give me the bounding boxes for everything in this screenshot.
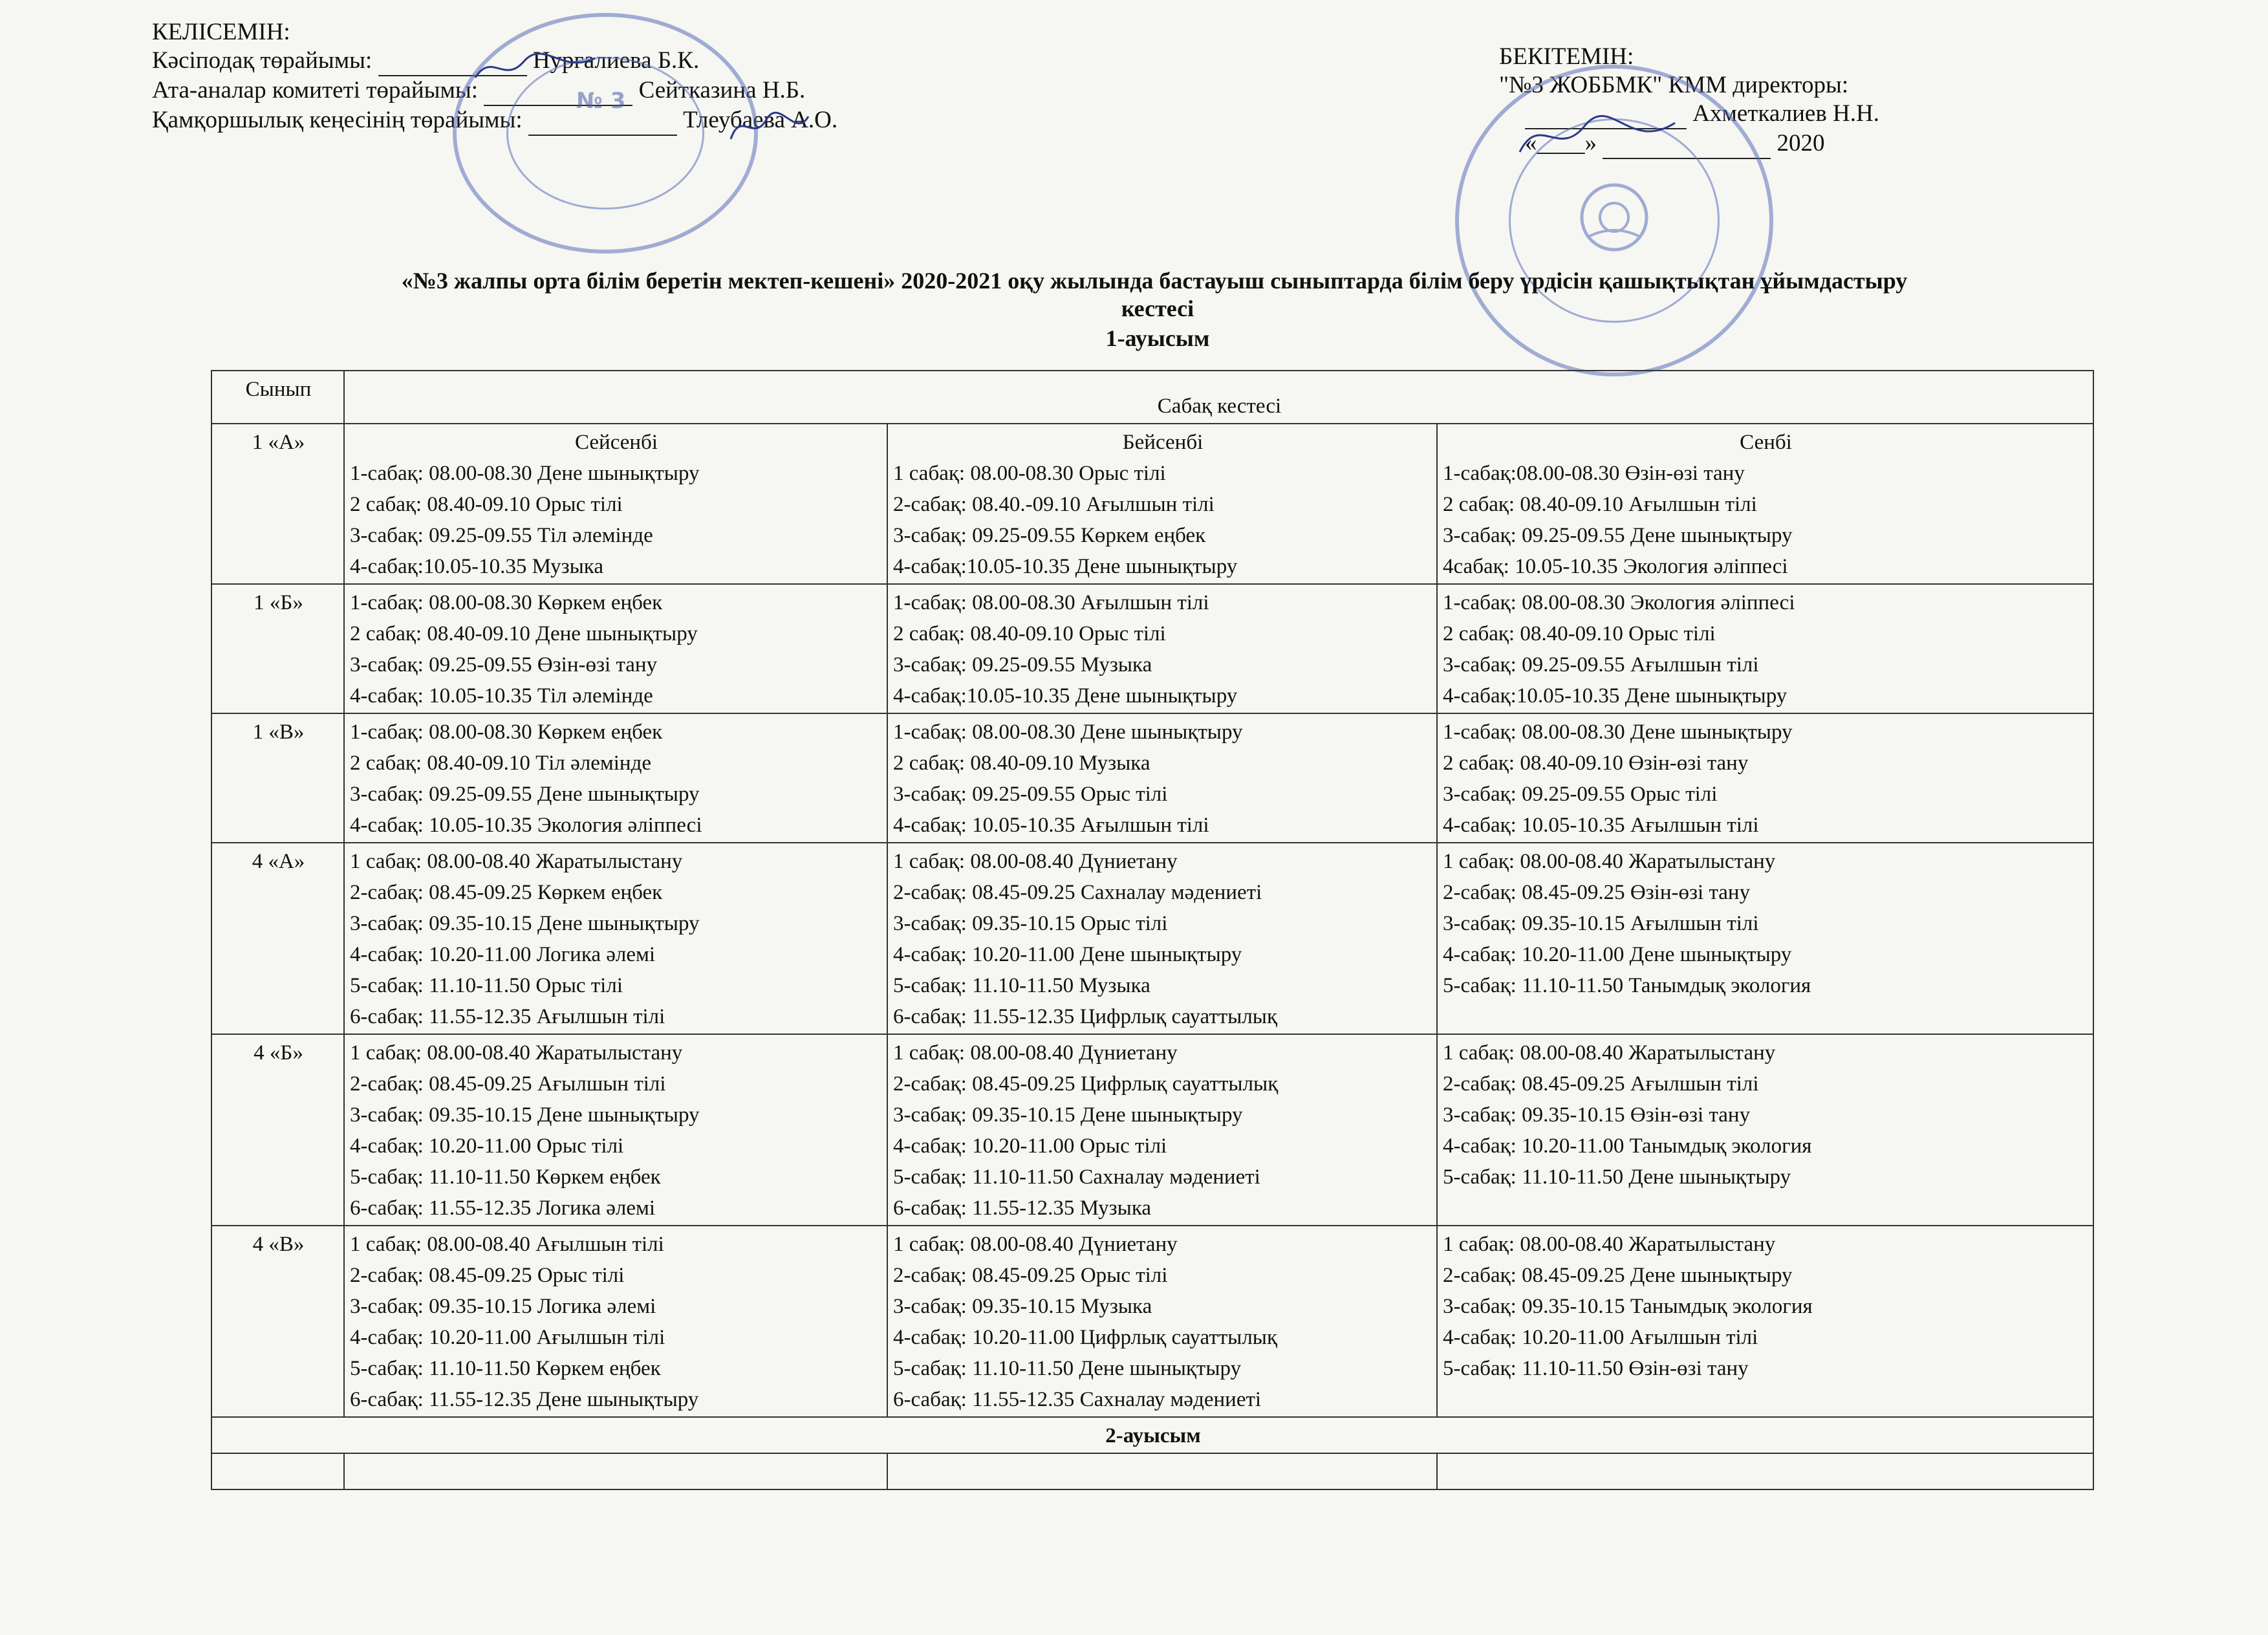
- lesson-entry: 1 сабақ: 08.00-08.40 Жаратылыстану: [350, 850, 683, 873]
- class-cell: 1 «А»: [211, 424, 344, 584]
- lesson-entry: 2 сабақ: 08.40-09.10 Тіл әлемінде: [350, 752, 652, 775]
- approval-left-heading: КЕЛІСЕМІН:: [152, 19, 290, 45]
- shift-2-label: 2-ауысым: [211, 1417, 2093, 1453]
- signature-scribble-1: [472, 49, 601, 87]
- lesson-entry: 3-сабақ: 09.35-10.15 Дене шынықтыру: [893, 1103, 1243, 1127]
- empty-cell: [1437, 1453, 2093, 1489]
- table-row: [211, 584, 2093, 713]
- day-cell: [344, 713, 887, 843]
- lesson-entry: 6-сабақ: 11.55-12.35 Сахналау мәдениеті: [893, 1388, 1262, 1411]
- lesson-entry: 2 сабақ: 08.40-09.10 Дене шынықтыру: [350, 622, 698, 645]
- lesson-entry: 3-сабақ: 09.25-09.55 Тіл әлемінде: [350, 524, 653, 547]
- lesson-entry: 1-сабақ: 08.00-08.30 Дене шынықтыру: [893, 720, 1243, 744]
- lesson-entry: 5-сабақ: 11.10-11.50 Көркем еңбек: [350, 1357, 661, 1380]
- lesson-entry: 5-сабақ: 11.10-11.50 Танымдық экология: [1443, 974, 1811, 997]
- table-row: [211, 843, 2093, 1034]
- shift-2-row: [211, 1417, 2093, 1453]
- lesson-entry: 2 сабақ: 08.40-09.10 Өзін-өзі тану: [1443, 752, 1749, 775]
- class-cell: 4 «В»: [211, 1226, 344, 1417]
- lesson-entry: 5-сабақ: 11.10-11.50 Орыс тілі: [350, 974, 623, 997]
- lesson-entry: 2 сабақ: 08.40-09.10 Орыс тілі: [893, 622, 1166, 645]
- lesson-entry: 5-сабақ: 11.10-11.50 Дене шынықтыру: [1443, 1165, 1791, 1189]
- class-cell: 4 «Б»: [211, 1034, 344, 1226]
- lesson-entry: 3-сабақ: 09.25-09.55 Дене шынықтыру: [350, 783, 700, 806]
- lesson-entry: 5-сабақ: 11.10-11.50 Сахналау мәдениеті: [893, 1165, 1260, 1189]
- lesson-entry: 5-сабақ: 11.10-11.50 Өзін-өзі тану: [1443, 1357, 1749, 1380]
- lesson-entry: 4-сабақ:10.05-10.35 Музыка: [350, 555, 603, 578]
- lesson-entry: 5-сабақ: 11.10-11.50 Көркем еңбек: [350, 1165, 661, 1189]
- lesson-entry: 2-сабақ: 08.40.-09.10 Ағылшын тілі: [893, 493, 1215, 516]
- class-cell: 4 «А»: [211, 843, 344, 1034]
- lesson-entry: 4-сабақ: 10.20-11.00 Танымдық экология: [1443, 1134, 1812, 1158]
- day-cell: [1437, 424, 2093, 584]
- lesson-entry: 2-сабақ: 08.45-09.25 Өзін-өзі тану: [1443, 881, 1751, 904]
- lesson-entry: 3-сабақ: 09.35-10.15 Ағылшын тілі: [1443, 912, 1759, 935]
- lesson-entry: 1-сабақ: 08.00-08.30 Экология әліппесі: [1443, 591, 1795, 614]
- lesson-entry: 2 сабақ: 08.40-09.10 Орыс тілі: [1443, 622, 1716, 645]
- lesson-entry: 1-сабақ:08.00-08.30 Өзін-өзі тану: [1443, 462, 1745, 485]
- approval-right-name: Ахметкалиев Н.Н.: [1692, 100, 1879, 127]
- lesson-entry: 1-сабақ: 08.00-08.30 Көркем еңбек: [350, 591, 663, 614]
- emblem-icon: [1575, 179, 1653, 256]
- lesson-entry: 1 сабақ: 08.00-08.40 Жаратылыстану: [1443, 850, 1776, 873]
- day-cell: [1437, 1226, 2093, 1417]
- table-row: [211, 424, 2093, 584]
- lesson-entry: 4-сабақ: 10.05-10.35 Тіл әлемінде: [350, 684, 653, 708]
- lesson-entry: 3-сабақ: 09.35-10.15 Өзін-өзі тану: [1443, 1103, 1751, 1127]
- approval-name: Сейтказина Н.Б.: [638, 77, 806, 103]
- lesson-entry: 6-сабақ: 11.55-12.35 Ағылшын тілі: [350, 1005, 665, 1028]
- day-cell: [344, 1034, 887, 1226]
- approval-name: Тлеубаева А.О.: [683, 107, 838, 133]
- day-cell: [1437, 713, 2093, 843]
- lesson-entry: 3-сабақ: 09.35-10.15 Музыка: [893, 1295, 1152, 1318]
- day-name: Сейсенбі: [574, 431, 658, 454]
- lesson-entry: 4-сабақ: 10.20-11.00 Орыс тілі: [350, 1134, 624, 1158]
- lesson-entry: 1 сабақ: 08.00-08.40 Дүниетану: [893, 1041, 1178, 1065]
- approval-right-org: "№3 ЖОББМК" КММ директоры:: [1499, 72, 1849, 98]
- lesson-entry: 6-сабақ: 11.55-12.35 Цифрлық сауаттылық: [893, 1005, 1278, 1028]
- table-row: [211, 1226, 2093, 1417]
- lesson-entry: 2-сабақ: 08.45-09.25 Орыс тілі: [350, 1264, 625, 1287]
- lesson-entry: 6-сабақ: 11.55-12.35 Логика әлемі: [350, 1196, 656, 1220]
- document-title-cont: кестесі: [1121, 296, 1194, 321]
- lesson-entry: 2-сабақ: 08.45-09.25 Көркем еңбек: [350, 881, 663, 904]
- day-cell: [887, 843, 1437, 1034]
- lesson-entry: 3-сабақ: 09.25-09.55 Ағылшын тілі: [1443, 653, 1759, 677]
- lesson-entry: 2 сабақ: 08.40-09.10 Музыка: [893, 752, 1150, 775]
- day-cell: [887, 1226, 1437, 1417]
- day-cell: [344, 424, 887, 584]
- day-name: Бейсенбі: [1122, 431, 1204, 454]
- lesson-entry: 5-сабақ: 11.10-11.50 Дене шынықтыру: [893, 1357, 1242, 1380]
- lesson-entry: 2 сабақ: 08.40-09.10 Орыс тілі: [350, 493, 623, 516]
- table-row: [211, 1034, 2093, 1226]
- lesson-entry: 4-сабақ: 10.20-11.00 Ағылшын тілі: [1443, 1326, 1758, 1349]
- day-cell: [344, 843, 887, 1034]
- lesson-entry: 3-сабақ: 09.25-09.55 Орыс тілі: [893, 783, 1168, 806]
- lesson-entry: 5-сабақ: 11.10-11.50 Музыка: [893, 974, 1150, 997]
- lesson-entry: 3-сабақ: 09.35-10.15 Дене шынықтыру: [350, 1103, 700, 1127]
- lesson-entry: 3-сабақ: 09.35-10.15 Орыс тілі: [893, 912, 1168, 935]
- lesson-entry: 4-сабақ: 10.05-10.35 Экология әліппесі: [350, 814, 702, 837]
- lesson-entry: 4-сабақ:10.05-10.35 Дене шынықтыру: [893, 555, 1238, 578]
- lesson-entry: 3-сабақ: 09.35-10.15 Танымдық экология: [1443, 1295, 1813, 1318]
- approval-name: Нургалиева Б.К.: [532, 47, 700, 74]
- day-cell: [1437, 584, 2093, 713]
- empty-row: [211, 1453, 2093, 1489]
- lesson-entry: 4-сабақ:10.05-10.35 Дене шынықтыру: [1443, 684, 1787, 708]
- lesson-entry: 2-сабақ: 08.45-09.25 Дене шынықтыру: [1443, 1264, 1793, 1287]
- header-schedule: Сабақ кестесі: [344, 371, 2093, 424]
- approval-date-prefix: «____»: [1525, 130, 1597, 157]
- lesson-entry: 3-сабақ: 09.25-09.55 Дене шынықтыру: [1443, 524, 1793, 547]
- lesson-entry: 1-сабақ: 08.00-08.30 Дене шынықтыру: [350, 462, 700, 485]
- lesson-entry: 1 сабақ: 08.00-08.40 Жаратылыстану: [1443, 1041, 1776, 1065]
- lesson-entry: 2-сабақ: 08.45-09.25 Ағылшын тілі: [350, 1072, 666, 1096]
- header-class: Сынып: [211, 371, 344, 424]
- approval-role: Қамқоршылық кеңесінің төрайымы:: [152, 107, 523, 133]
- approval-right-heading: БЕКІТЕМІН:: [1499, 43, 1634, 70]
- lesson-entry: 2-сабақ: 08.45-09.25 Сахналау мәдениеті: [893, 881, 1262, 904]
- lesson-entry: 2-сабақ: 08.45-09.25 Орыс тілі: [893, 1264, 1168, 1287]
- day-cell: [1437, 843, 2093, 1034]
- day-cell: [1437, 1034, 2093, 1226]
- day-name: Сенбі: [1740, 431, 1792, 454]
- approval-role: Ата-аналар комитеті төрайымы:: [152, 77, 479, 103]
- lesson-entry: 4-сабақ: 10.05-10.35 Ағылшын тілі: [1443, 814, 1759, 837]
- signature-scribble-3: [1513, 107, 1681, 165]
- signature-scribble-2: [724, 103, 815, 149]
- lesson-entry: 4-сабақ: 10.20-11.00 Орыс тілі: [893, 1134, 1167, 1158]
- empty-cell: [344, 1453, 887, 1489]
- table-header-row: [211, 371, 2093, 424]
- lesson-entry: 6-сабақ: 11.55-12.35 Дене шынықтыру: [350, 1388, 699, 1411]
- lesson-entry: 1-сабақ: 08.00-08.30 Көркем еңбек: [350, 720, 663, 744]
- stamp-number: № 3: [576, 88, 626, 114]
- lesson-entry: 1 сабақ: 08.00-08.30 Орыс тілі: [893, 462, 1166, 485]
- lesson-entry: 2 сабақ: 08.40-09.10 Ағылшын тілі: [1443, 493, 1757, 516]
- lesson-entry: 1 сабақ: 08.00-08.40 Ағылшын тілі: [350, 1233, 664, 1256]
- lesson-entry: 4сабақ: 10.05-10.35 Экология әліппесі: [1443, 555, 1788, 578]
- lesson-entry: 3-сабақ: 09.25-09.55 Музыка: [893, 653, 1152, 677]
- day-cell: [887, 1034, 1437, 1226]
- lesson-entry: 1-сабақ: 08.00-08.30 Ағылшын тілі: [893, 591, 1209, 614]
- schedule-table: [211, 370, 2094, 1490]
- shift-1-label: 1-ауысым: [1105, 325, 1210, 351]
- lesson-entry: 2-сабақ: 08.45-09.25 Цифрлық сауаттылық: [893, 1072, 1279, 1096]
- day-cell: [887, 584, 1437, 713]
- day-cell: [344, 584, 887, 713]
- document-title: «№3 жалпы орта білім беретін мектеп-кешені» 2020-2021 оқу жылында бастауыш сыныптарда білім беру үрдісін қашықтықтан ұйымдастыру: [401, 268, 1908, 294]
- lesson-entry: 1 сабақ: 08.00-08.40 Дүниетану: [893, 1233, 1178, 1256]
- day-cell: [887, 424, 1437, 584]
- lesson-entry: 6-сабақ: 11.55-12.35 Музыка: [893, 1196, 1151, 1220]
- lesson-entry: 1 сабақ: 08.00-08.40 Жаратылыстану: [1443, 1233, 1776, 1256]
- lesson-entry: 3-сабақ: 09.35-10.15 Логика әлемі: [350, 1295, 656, 1318]
- lesson-entry: 1 сабақ: 08.00-08.40 Дүниетану: [893, 850, 1178, 873]
- empty-cell: [211, 1453, 344, 1489]
- approval-year: 2020: [1777, 130, 1825, 157]
- table-row: [211, 713, 2093, 843]
- lesson-entry: 4-сабақ: 10.20-11.00 Цифрлық сауаттылық: [893, 1326, 1278, 1349]
- lesson-entry: 3-сабақ: 09.25-09.55 Көркем еңбек: [893, 524, 1206, 547]
- lesson-entry: 4-сабақ:10.05-10.35 Дене шынықтыру: [893, 684, 1238, 708]
- lesson-entry: 4-сабақ: 10.20-11.00 Ағылшын тілі: [350, 1326, 665, 1349]
- day-cell: [887, 713, 1437, 843]
- lesson-entry: 4-сабақ: 10.20-11.00 Дене шынықтыру: [1443, 943, 1792, 966]
- lesson-entry: 4-сабақ: 10.20-11.00 Логика әлемі: [350, 943, 656, 966]
- lesson-entry: 3-сабақ: 09.35-10.15 Дене шынықтыру: [350, 912, 700, 935]
- empty-cell: [887, 1453, 1437, 1489]
- class-cell: 1 «Б»: [211, 584, 344, 713]
- day-cell: [344, 1226, 887, 1417]
- lesson-entry: 3-сабақ: 09.25-09.55 Орыс тілі: [1443, 783, 1718, 806]
- lesson-entry: 4-сабақ: 10.20-11.00 Дене шынықтыру: [893, 943, 1242, 966]
- lesson-entry: 3-сабақ: 09.25-09.55 Өзін-өзі тану: [350, 653, 658, 677]
- lesson-entry: 2-сабақ: 08.45-09.25 Ағылшын тілі: [1443, 1072, 1759, 1096]
- lesson-entry: 1 сабақ: 08.00-08.40 Жаратылыстану: [350, 1041, 683, 1065]
- lesson-entry: 4-сабақ: 10.05-10.35 Ағылшын тілі: [893, 814, 1209, 837]
- approval-role: Кәсіподақ төрайымы:: [152, 47, 373, 74]
- class-cell: 1 «В»: [211, 713, 344, 843]
- lesson-entry: 1-сабақ: 08.00-08.30 Дене шынықтыру: [1443, 720, 1793, 744]
